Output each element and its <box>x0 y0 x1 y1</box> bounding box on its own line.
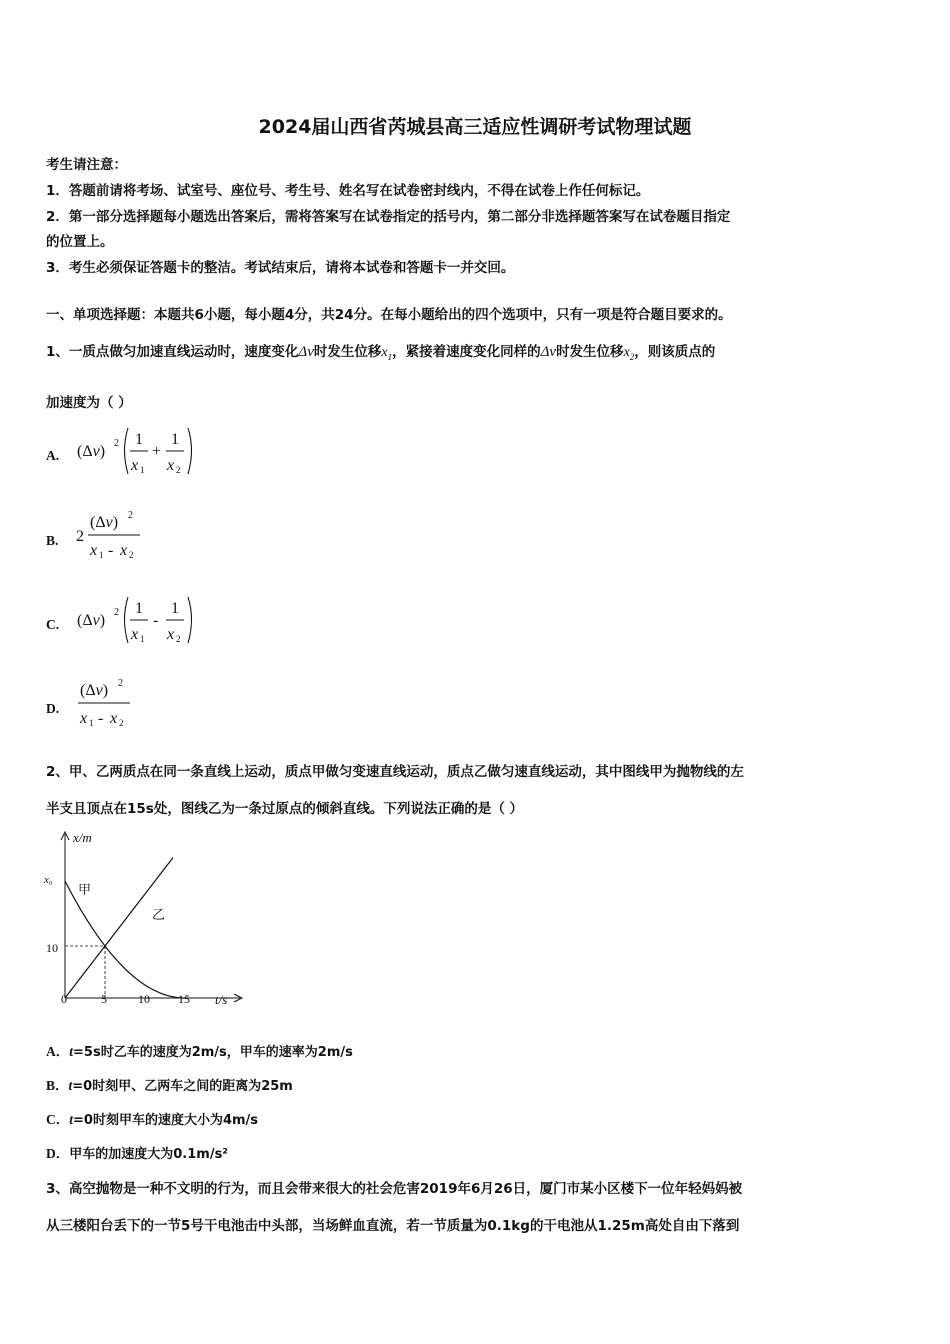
svg-text:2: 2 <box>176 465 181 475</box>
svg-text:1: 1 <box>89 718 94 728</box>
question-2-stem-2: 半支且顶点在15s处，图线乙为一条过原点的倾斜直线。下列说法正确的是（ ） <box>46 801 524 817</box>
notice-item: 的位置上。 <box>46 234 114 250</box>
svg-text:2: 2 <box>76 528 84 545</box>
svg-text:2: 2 <box>129 550 134 560</box>
series-jia-label: 甲 <box>78 883 92 898</box>
q1-option-a-label[interactable]: A. <box>46 448 60 463</box>
svg-text:1: 1 <box>135 600 143 617</box>
q2-option-a[interactable]: A．t=5s时乙车的速度为2m/s，甲车的速率为2m/s <box>46 1044 353 1060</box>
q2-option-b[interactable]: B．t=0时刻甲、乙两车之间的距离为25m <box>46 1078 293 1094</box>
q2-option-d[interactable]: D．甲车的加速度大为0.1m/s² <box>46 1146 229 1162</box>
svg-text:2: 2 <box>118 678 123 689</box>
svg-text:x: x <box>131 457 139 474</box>
svg-text:x: x <box>110 710 118 727</box>
notice-item: 2．第一部分选择题每小题选出答案后，需将答案写在试卷指定的括号内，第二部分非选择题答案写在试卷题目指定 <box>46 209 731 225</box>
svg-text:x: x <box>80 710 88 727</box>
x2-symbol: $x_2$ <box>623 345 635 362</box>
svg-text:(Δv): (Δv) <box>77 612 106 629</box>
svg-text:x: x <box>90 542 98 559</box>
page-title: 2024届山西省芮城县高三适应性调研考试物理试题 <box>258 116 692 138</box>
x-t-graph <box>40 826 250 1011</box>
section-heading: 一、单项选择题：本题共6小题，每小题4分，共24分。在每小题给出的四个选项中，只有一项是符合题目要求的。 <box>46 307 732 323</box>
svg-text:2: 2 <box>114 607 119 618</box>
question-2-stem: 2、甲、乙两质点在同一条直线上运动，质点甲做匀变速直线运动，质点乙做匀速直线运动，其中图线甲为抛物线的左 <box>46 764 744 780</box>
svg-text:(Δv): (Δv) <box>80 682 109 699</box>
svg-text:x: x <box>167 626 175 643</box>
q1-option-d-label[interactable]: D. <box>46 701 60 716</box>
svg-text:+: + <box>152 443 162 460</box>
q1-option-b-formula <box>72 505 162 565</box>
q1-text: 时发生位移 <box>556 344 624 360</box>
svg-text:(Δv): (Δv) <box>90 514 119 531</box>
q1-text: ，紧接着速度变化同样的 <box>392 344 541 360</box>
svg-text:x: x <box>120 542 128 559</box>
delta-v: Δv <box>298 344 314 360</box>
svg-text:2: 2 <box>119 718 124 728</box>
delta-v: Δv <box>540 344 557 360</box>
svg-text:-: - <box>153 612 159 629</box>
question-3-stem-2: 从三楼阳台丢下的一节5号干电池击中头部，当场鲜血直流，若一节质量为0.1kg的干电池从1.25m高处自由下落到 <box>46 1218 740 1234</box>
q1-text: 时发生位移 <box>313 344 382 360</box>
q1-option-a-formula <box>72 420 202 480</box>
x-axis-label: t/s <box>215 992 228 1007</box>
svg-text:2: 2 <box>128 510 133 521</box>
svg-text:1: 1 <box>99 550 104 560</box>
series-jia-curve <box>65 881 185 998</box>
y-tick-10: 10 <box>46 941 58 955</box>
svg-text:(Δv): (Δv) <box>77 443 106 460</box>
y-axis-label: x/m <box>73 830 92 845</box>
svg-text:2: 2 <box>176 634 181 644</box>
x-tick-0: 0 <box>61 992 67 1006</box>
question-1-stem-2: 加速度为（ ） <box>46 395 132 411</box>
q1-text: ，则该质点的 <box>634 344 716 360</box>
q1-option-c-formula <box>72 589 202 649</box>
svg-text:x: x <box>131 626 139 643</box>
notice-heading: 考生请注意： <box>46 157 127 173</box>
question-1-stem <box>46 340 715 362</box>
x1-symbol: $x_1$ <box>381 345 393 362</box>
svg-text:1: 1 <box>140 634 145 644</box>
svg-text:1: 1 <box>171 431 179 448</box>
svg-text:1: 1 <box>140 465 145 475</box>
series-yi-line <box>65 858 173 998</box>
series-yi-label: 乙 <box>152 908 166 923</box>
q1-option-c-label[interactable]: C. <box>46 617 60 632</box>
q1-option-d-formula <box>72 673 152 733</box>
svg-text:2: 2 <box>114 438 119 449</box>
svg-text:-: - <box>108 542 114 559</box>
svg-text:1: 1 <box>135 431 143 448</box>
x-tick-5: 5 <box>101 992 107 1006</box>
x-tick-15: 15 <box>178 992 190 1006</box>
y-tick-x0: x₀ <box>44 874 53 886</box>
x-tick-10: 10 <box>138 992 150 1006</box>
notice-item: 3．考生必须保证答题卡的整洁。考试结束后，请将本试卷和答题卡一并交回。 <box>46 260 515 276</box>
q1-option-b-label[interactable]: B. <box>46 533 59 548</box>
question-3-stem: 3、高空抛物是一种不文明的行为，而且会带来很大的社会危害2019年6月26日，厦门市某小区楼下一位年轻妈妈被 <box>46 1181 743 1197</box>
q2-option-c[interactable]: C．t=0时刻甲车的速度大小为4m/s <box>46 1112 259 1128</box>
svg-text:1: 1 <box>171 600 179 617</box>
svg-text:-: - <box>98 710 104 727</box>
q1-text: 1、一质点做匀加速直线运动时，速度变化 <box>46 344 299 360</box>
notice-item: 1．答题前请将考场、试室号、座位号、考生号、姓名写在试卷密封线内，不得在试卷上作任何标记。 <box>46 183 650 199</box>
svg-text:x: x <box>167 457 175 474</box>
